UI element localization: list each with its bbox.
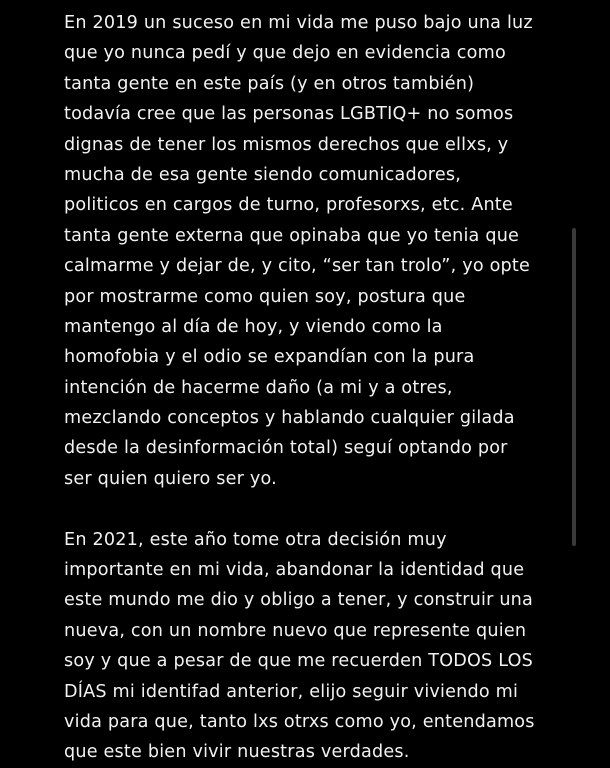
text-line: dignas de tener los mismos derechos que ellxs, y — [64, 134, 509, 155]
text-line: desde la desinformación total) seguí optando por — [64, 438, 508, 459]
text-line: tanta gente externa que opinaba que yo tenia que — [64, 225, 520, 246]
text-line: intención de hacerme daño (a mi y a otres, — [64, 377, 453, 398]
text-line: soy y que a pesar de que me recuerden TODOS LOS — [64, 651, 534, 672]
text-line: todavía cree que las personas LGBTIQ+ no somos — [64, 104, 514, 125]
text-line: nueva, con un nombre nuevo que represente quien — [64, 620, 527, 641]
text-line: por mostrarme como quien soy, postura que — [64, 286, 466, 307]
text-line: homofobia y el odio se expandían con la pura — [64, 347, 475, 368]
text-line: mantengo al día de hoy, y viendo como la — [64, 316, 443, 337]
text-line: que este bien vivir nuestras verdades. — [64, 742, 410, 763]
text-line: este mundo me dio y obligo a tener, y construir una — [64, 590, 534, 611]
text-line: mucha de esa gente siendo comunicadores, — [64, 164, 462, 185]
text-line: En 2021, este año tome otra decisión muy — [64, 529, 447, 550]
note-text[interactable] — [64, 8, 564, 768]
text-line: mezclando conceptos y hablando cualquier gilada — [64, 408, 515, 429]
paragraph-2 — [64, 525, 564, 768]
text-line: DÍAS mi identifad anterior, elijo seguir viviendo mi — [64, 681, 519, 702]
text-line: En 2019 un suceso en mi vida me puso bajo una luz — [64, 13, 533, 33]
text-line: tanta gente en este país (y en otros también) — [64, 73, 475, 94]
text-line: politicos en cargos de turno, profesorxs, etc. Ante — [64, 195, 513, 216]
paragraph-gap — [64, 494, 564, 524]
paragraph-1 — [64, 8, 564, 494]
text-line: calmarme y dejar de, y cito, “ser tan trolo”, yo opte — [64, 256, 531, 277]
text-line: importante en mi vida, abandonar la identidad que — [64, 560, 525, 581]
text-line: vida para que, tanto lxs otrxs como yo, entendamos — [64, 711, 535, 732]
vertical-scrollbar[interactable] — [572, 228, 576, 546]
text-line: ser quien quiero ser yo. — [64, 468, 277, 489]
text-line: que yo nunca pedí y que dejo en evidencia como — [64, 43, 506, 64]
